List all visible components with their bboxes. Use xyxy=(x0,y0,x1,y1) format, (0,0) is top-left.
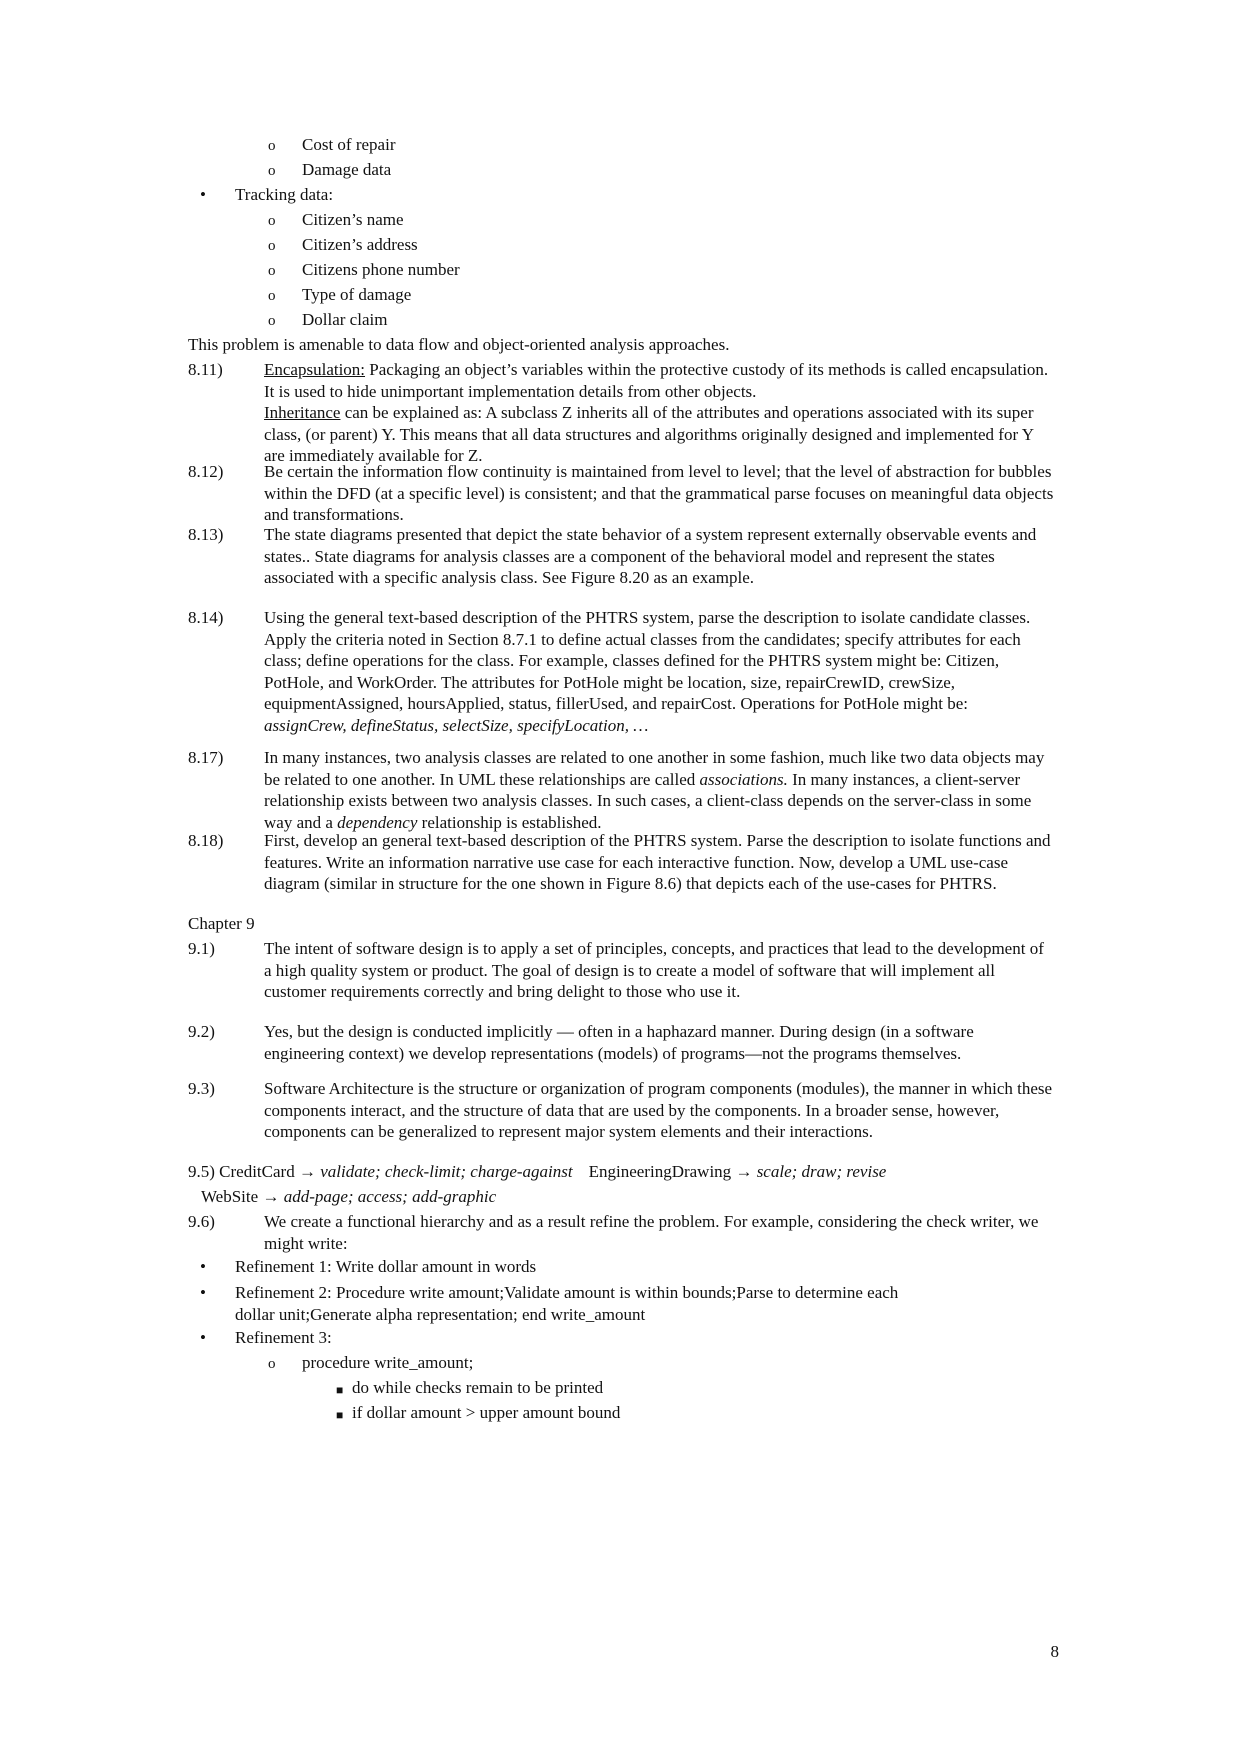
circle-bullet-icon: o xyxy=(268,263,276,279)
term-encapsulation: Encapsulation: xyxy=(264,360,366,379)
circle-bullet-icon: o xyxy=(268,288,276,304)
list-item: Citizens phone number xyxy=(302,260,460,279)
question-number: 8.11) xyxy=(188,360,223,379)
operations-line-1: 9.5) CreditCard → validate; check-limit; charge-against EngineeringDrawing → scale; draw; revise xyxy=(188,1162,887,1181)
answer-paragraph: The intent of software design is to apply a set of principles, concepts, and practices that lead to the development of a high quality system or product. The goal of design is to create a model of software that will implement all customer requirements correctly and bring delight to those who use it. xyxy=(264,939,1044,1001)
page-number: 8 xyxy=(1050,1642,1059,1661)
question-number: 8.18) xyxy=(188,831,224,850)
circle-bullet-icon: o xyxy=(268,163,276,179)
intro-text: This problem is amenable to data flow and object-oriented analysis approaches. xyxy=(188,335,730,354)
answer-paragraph: The state diagrams presented that depict the state behavior of a system represent externally observable events and states.. State diagrams for analysis classes are a component of the behavioral model and represent the states associated with a specific analysis class. See Figure 8.20 as an example. xyxy=(264,525,1037,587)
term-inheritance: Inheritance xyxy=(264,403,341,422)
refinement-item: Refinement 1: Write dollar amount in words xyxy=(235,1257,537,1276)
list-item: Citizen’s name xyxy=(302,210,404,229)
answer-paragraph: Software Architecture is the structure or organization of program components (modules), the manner in which these components interact, and the structure of data that are used by the components. In a broader sense, however, components can be generalized to represent major system elements and their interactions. xyxy=(264,1079,1053,1141)
answer-paragraph: First, develop an general text-based description of the PHTRS system. Parse the description to isolate functions and features. Write an information narrative use case for each interactive function. Now, develop a UML use-case diagram (similar in structure for the one shown in Figure 8.6) that depicts each of the use-cases for PHTRS. xyxy=(264,831,1051,893)
circle-bullet-icon: o xyxy=(268,138,276,154)
square-bullet-icon: ■ xyxy=(336,1383,344,1397)
question-number: 9.2) xyxy=(188,1022,215,1041)
question-number: 9.1) xyxy=(188,939,215,958)
question-number: 8.13) xyxy=(188,525,224,544)
list-item: Damage data xyxy=(302,160,392,179)
operations-line-2: WebSite → add-page; access; add-graphic xyxy=(201,1187,497,1206)
answer-paragraph: We create a functional hierarchy and as a result refine the problem. For example, considering the check writer, we might write: xyxy=(264,1212,1039,1253)
arrow-icon: → xyxy=(735,1162,753,1181)
chapter-heading: Chapter 9 xyxy=(188,914,255,933)
answer-paragraph: Yes, but the design is conducted implicitly — often in a haphazard manner. During design (in a software engineering context) we develop representations (models) of programs—not the programs themselves. xyxy=(264,1022,974,1063)
dot-bullet-icon: • xyxy=(200,1283,206,1302)
list-item: Citizen’s address xyxy=(302,235,418,254)
answer-paragraph: Be certain the information flow continuity is maintained from level to level; that the level of abstraction for bubbles within the DFD (at a specific level) is consistent; and that the grammatical parse focuses on meaningful data objects and transformations. xyxy=(264,462,1054,524)
question-number: 8.12) xyxy=(188,462,224,481)
list-item: Dollar claim xyxy=(302,310,388,329)
list-item: if dollar amount > upper amount bound xyxy=(352,1403,621,1422)
answer-paragraph: In many instances, two analysis classes are related to one another in some fashion, much like two data objects may be related to one another. In UML these relationships are called associations. In many instances, a client-server relationship exists between two analysis classes. In such cases, a client-class depends on the server-class in some way and a dependency relationship is established. xyxy=(264,748,1045,832)
list-item: do while checks remain to be printed xyxy=(352,1378,604,1397)
arrow-icon: → xyxy=(262,1187,280,1206)
arrow-icon: → xyxy=(298,1162,316,1181)
question-number: 9.3) xyxy=(188,1079,215,1098)
refinement-item: Refinement 2: Procedure write amount;Validate amount is within bounds;Parse to determine each dollar unit;Generate alpha representation; end write_amount xyxy=(235,1283,899,1324)
list-item: Cost of repair xyxy=(302,135,396,154)
dot-bullet-icon: • xyxy=(200,1328,206,1347)
answer-paragraph: Using the general text-based description of the PHTRS system, parse the description to isolate candidate classes. Apply the criteria noted in Section 8.7.1 to define actual classes from the candidates; specify attributes for each class; define operations for the class. For example, classes defined for the PHTRS system might be: Citizen, PotHole, and WorkOrder. The attributes for PotHole might be location, size, repairCrewID, crewSize, equipmentAssigned, hoursApplied, status, fillerUsed, and repairCost. Operations for PotHole might be: assignCrew, defineStatus, selectSize, specifyLocation, … xyxy=(264,608,1031,735)
question-number: 9.6) xyxy=(188,1212,215,1231)
tracking-label: Tracking data: xyxy=(235,185,334,204)
list-item: Type of damage xyxy=(302,285,412,304)
dot-bullet-icon: • xyxy=(200,1257,206,1276)
dot-bullet-icon: • xyxy=(200,185,206,204)
square-bullet-icon: ■ xyxy=(336,1408,344,1422)
question-number: 8.14) xyxy=(188,608,224,627)
circle-bullet-icon: o xyxy=(268,313,276,329)
circle-bullet-icon: o xyxy=(268,1356,276,1372)
list-item: procedure write_amount; xyxy=(302,1353,474,1372)
circle-bullet-icon: o xyxy=(268,213,276,229)
refinement-item: Refinement 3: xyxy=(235,1328,332,1347)
circle-bullet-icon: o xyxy=(268,238,276,254)
answer-paragraph: Encapsulation: Packaging an object’s variables within the protective custody of its methods is called encapsulation. It is used to hide unimportant implementation details from other objects. Inheritance can be explained as: A subclass Z inherits all of the attributes and operations associated with its super class, (or parent) Y. This means that all data structures and algorithms originally designed and implemented for Y are immediately available for Z. xyxy=(264,360,1049,465)
question-number: 8.17) xyxy=(188,748,224,767)
